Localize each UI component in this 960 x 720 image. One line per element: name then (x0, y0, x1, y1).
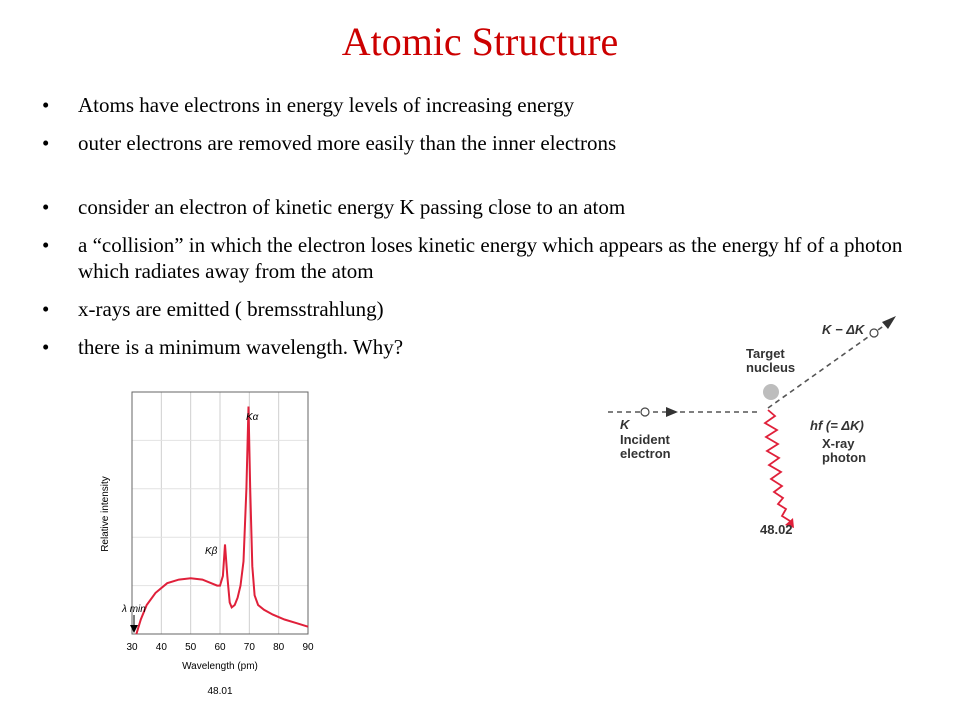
bullet-dot: • (42, 233, 50, 257)
bullet-item (42, 194, 922, 220)
x-tick-label: 90 (302, 642, 314, 653)
outgoing-energy-label: K − ΔK (822, 322, 865, 337)
xray-spectrum-chart (92, 384, 322, 704)
x-tick-label: 50 (185, 642, 197, 653)
bullet-text: outer electrons are removed more easily than the inner electrons (78, 131, 617, 155)
incident-electron-path (608, 407, 758, 417)
bullet-dot: • (42, 131, 50, 155)
bullet-item (42, 92, 922, 118)
bullet-dot: • (42, 297, 50, 321)
diagram-figure-number: 48.02 (760, 522, 793, 537)
x-tick-label: 80 (273, 642, 285, 653)
xray-photon-label: X-ray photon (822, 436, 867, 465)
bullet-text: there is a minimum wavelength. Why? (78, 335, 404, 359)
bullet-dot: • (42, 195, 50, 219)
chart-grid (132, 392, 308, 634)
x-tick-label: 60 (214, 642, 226, 653)
target-nucleus-label: Target nucleus (746, 346, 796, 375)
k-alpha-label: Kα (246, 412, 259, 423)
xray-photon-path (765, 410, 790, 521)
bullet-item (42, 130, 922, 156)
lambda-min-label: λ min (122, 604, 146, 615)
target-nucleus (763, 384, 779, 400)
chart-figure-number: 48.01 (207, 686, 233, 697)
k-beta-label: Kβ (205, 546, 218, 557)
incident-energy-label: K (620, 417, 630, 432)
x-tick-labels (126, 642, 314, 653)
x-tick-label: 30 (126, 642, 138, 653)
x-tick-label: 40 (155, 642, 167, 653)
photon-energy-label: hf (= ΔK) (810, 418, 864, 433)
x-tick-label: 70 (243, 642, 255, 653)
y-axis-label: Relative intensity (100, 476, 111, 552)
bullet-dot: • (42, 93, 50, 117)
bullet-text: Atoms have electrons in energy levels of increasing energy (78, 93, 575, 117)
bullet-text: consider an electron of kinetic energy K passing close to an atom (78, 195, 626, 219)
bullet-item (42, 232, 922, 284)
slide-title: Atomic Structure (341, 19, 619, 64)
bullet-text: a “collision” in which the electron loses kinetic energy which appears as the energy hf of a photon which radiates away from the atom (78, 233, 903, 283)
bullet-dot: • (42, 335, 50, 359)
incident-electron-label: Incident electron (620, 432, 671, 461)
x-axis-label: Wavelength (pm) (182, 661, 258, 672)
bullet-text: x-rays are emitted ( bremsstrahlung) (78, 297, 384, 321)
bremsstrahlung-diagram (600, 306, 920, 556)
